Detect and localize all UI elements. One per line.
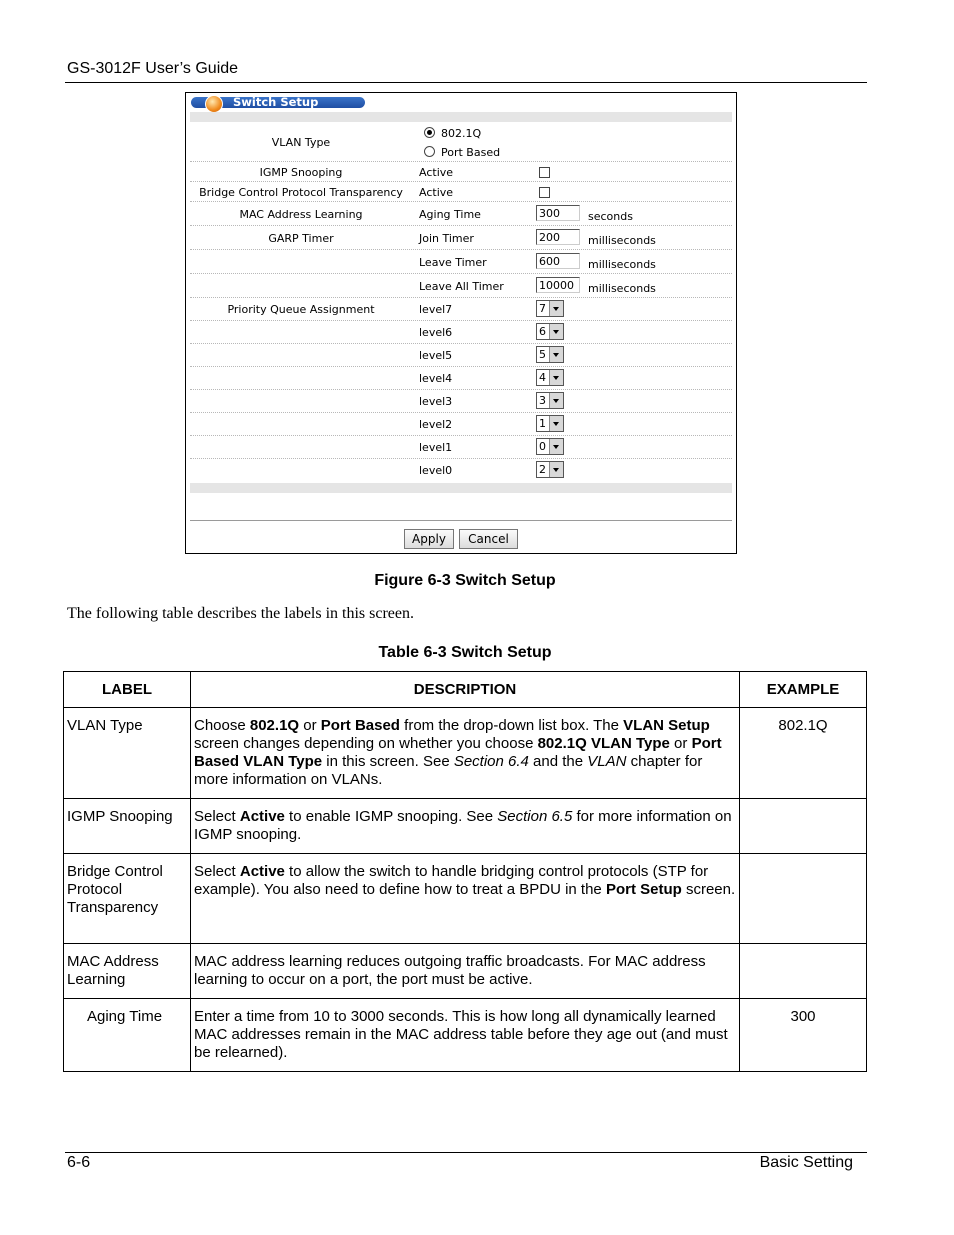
table-row — [64, 799, 867, 854]
garp-timer-label: GARP Timer — [268, 232, 334, 245]
leave-all-timer-label: Leave All Timer — [419, 280, 504, 293]
switch-setup-table — [63, 671, 867, 1072]
level3-label: level3 — [419, 395, 453, 408]
level6-label: level6 — [419, 326, 453, 339]
table-row — [64, 708, 867, 799]
priority-queue-label: Priority Queue Assignment — [227, 303, 375, 316]
row-description: Select Active to allow the switch to handle bridging control protocols (STP for example). You also need to define how to treat a BPDU in the Port Setup screen. — [191, 854, 740, 944]
table-row — [64, 944, 867, 999]
chevron-down-icon[interactable] — [549, 462, 563, 477]
level4-label: level4 — [419, 372, 453, 385]
chevron-down-icon[interactable] — [549, 393, 563, 408]
level5-select[interactable]: 5 — [536, 346, 564, 363]
row-example: 300 — [740, 999, 867, 1072]
row-example — [740, 799, 867, 854]
screen-title-bar — [191, 97, 365, 108]
igmp-active-checkbox[interactable] — [539, 167, 550, 178]
footer-band — [190, 483, 732, 493]
section-name: Basic Setting — [759, 1154, 853, 1171]
intro-paragraph: The following table describes the labels in this screen. — [67, 605, 415, 622]
row-label: VLAN Type — [64, 708, 191, 799]
row-example — [740, 944, 867, 999]
orb-icon — [205, 95, 223, 113]
table-row — [64, 854, 867, 944]
aging-time-input[interactable]: 300 — [536, 205, 580, 221]
example-header: EXAMPLE — [740, 672, 867, 708]
row-description: Choose 802.1Q or Port Based from the drop-down list box. The VLAN Setup screen changes depending on whether you choose 802.1Q VLAN Type or Port Based VLAN Type in this screen. See Section 6.4 and the VLAN chapter for more information on VLANs. — [191, 708, 740, 799]
row-description: Select Active to enable IGMP snooping. See Section 6.5 for more information on IGMP snooping. — [191, 799, 740, 854]
chevron-down-icon[interactable] — [549, 347, 563, 362]
level3-select[interactable]: 3 — [536, 392, 564, 409]
level6-select[interactable]: 6 — [536, 323, 564, 340]
level0-label: level0 — [419, 464, 453, 477]
row-label: Bridge Control Protocol Transparency — [64, 854, 191, 944]
button-divider — [190, 520, 732, 521]
screen-title: Switch Setup — [233, 95, 319, 109]
join-timer-input[interactable]: 200 — [536, 229, 580, 245]
table-caption: Table 6-3 Switch Setup — [378, 644, 552, 661]
bpdu-active-checkbox[interactable] — [539, 187, 550, 198]
row-label: Aging Time — [64, 999, 191, 1072]
guide-title: GS-3012F User’s Guide — [67, 60, 239, 77]
leave-timer-label: Leave Timer — [419, 256, 487, 269]
label-header: LABEL — [64, 672, 191, 708]
level2-select[interactable]: 1 — [536, 415, 564, 432]
leave-timer-input[interactable]: 600 — [536, 253, 580, 269]
mac-learning-label: MAC Address Learning — [239, 208, 363, 221]
leave-all-timer-unit: milliseconds — [588, 282, 656, 295]
apply-button[interactable]: Apply — [404, 529, 454, 549]
chevron-down-icon[interactable] — [549, 370, 563, 385]
chevron-down-icon[interactable] — [549, 416, 563, 431]
level2-label: level2 — [419, 418, 453, 431]
header-rule — [65, 82, 867, 83]
vlan-8021q-radio[interactable] — [424, 127, 435, 138]
bpdu-active-label: Active — [419, 186, 454, 199]
table-row — [64, 999, 867, 1072]
footer-rule — [65, 1152, 867, 1153]
igmp-label: IGMP Snooping — [259, 166, 343, 179]
level4-select[interactable]: 4 — [536, 369, 564, 386]
level7-select[interactable]: 7 — [536, 300, 564, 317]
bpdu-label: Bridge Control Protocol Transparency — [199, 186, 403, 199]
chevron-down-icon[interactable] — [549, 301, 563, 316]
switch-setup-screen — [185, 92, 737, 554]
join-timer-label: Join Timer — [419, 232, 474, 245]
row-example: 802.1Q — [740, 708, 867, 799]
header-band — [190, 112, 732, 122]
description-header: DESCRIPTION — [191, 672, 740, 708]
leave-timer-unit: milliseconds — [588, 258, 656, 271]
cancel-button[interactable]: Cancel — [459, 529, 518, 549]
level1-select[interactable]: 0 — [536, 438, 564, 455]
row-label: MAC Address Learning — [64, 944, 191, 999]
level5-label: level5 — [419, 349, 453, 362]
leave-all-timer-input[interactable]: 10000 — [536, 277, 580, 293]
table-header-row — [64, 672, 867, 708]
vlan-portbased-label: Port Based — [441, 146, 501, 159]
page-number: 6-6 — [67, 1154, 91, 1171]
chevron-down-icon[interactable] — [549, 439, 563, 454]
level7-label: level7 — [419, 303, 453, 316]
join-timer-unit: milliseconds — [588, 234, 656, 247]
igmp-active-label: Active — [419, 166, 454, 179]
aging-time-unit: seconds — [588, 210, 633, 223]
row-label: IGMP Snooping — [64, 799, 191, 854]
row-description: Enter a time from 10 to 3000 seconds. This is how long all dynamically learned MAC addresses remain in the MAC address table before they age out (and must be relearned). — [191, 999, 740, 1072]
vlan-portbased-radio[interactable] — [424, 146, 435, 157]
figure-caption: Figure 6-3 Switch Setup — [374, 572, 556, 589]
row-example — [740, 854, 867, 944]
chevron-down-icon[interactable] — [549, 324, 563, 339]
row-description: MAC address learning reduces outgoing traffic broadcasts. For MAC address learning to occur on a port, the port must be active. — [191, 944, 740, 999]
aging-time-label: Aging Time — [419, 208, 481, 221]
level0-select[interactable]: 2 — [536, 461, 564, 478]
vlan-8021q-label: 802.1Q — [441, 127, 482, 140]
vlan-type-label: VLAN Type — [271, 136, 331, 149]
level1-label: level1 — [419, 441, 453, 454]
